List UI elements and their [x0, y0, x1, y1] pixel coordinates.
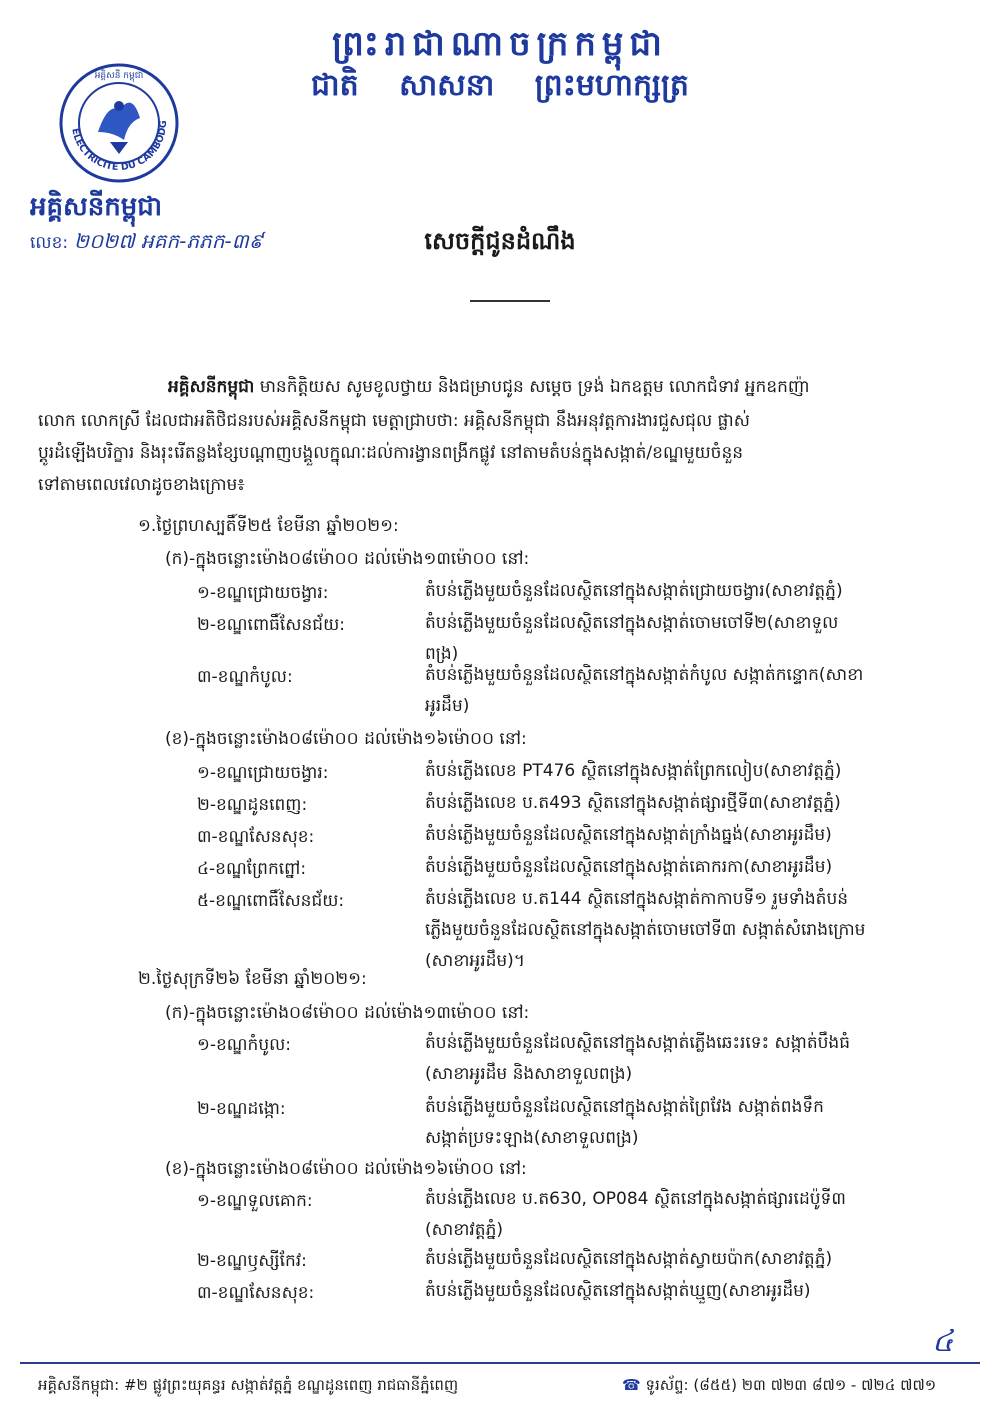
district-label: ២-ខណ្ឌឫស្សីកែវ: [197, 1251, 307, 1271]
time-slot-heading: (ក)-ក្នុងចន្លោះម៉ោង០៨ម៉ោ០០ ដល់ម៉ោង១៣ម៉ោ០០ នៅ: [165, 1003, 530, 1023]
district-label: ៥-ខណ្ឌពោធិ៍សែនជ័យ: [197, 891, 345, 911]
outage-area-description [425, 884, 950, 977]
footer-divider [20, 1362, 980, 1364]
outage-area-line: សង្កាត់ប្រទះឡាង(សាខាទួលពង្រ) [425, 1128, 639, 1148]
intro-text-1: មានកិត្តិយស សូមខូលថ្វាយ និងជម្រាបជូន សម្តេច ទ្រង់ ឯកឧត្តម លោកជំទាវ អ្នកឧកញ៉ា [254, 377, 810, 397]
logo-top-text: អគ្គិសនី កម្ពុជា [94, 71, 144, 81]
outage-area-line: (សាខាអូរដឹម និងសាខាទួលពង្រ) [425, 1064, 633, 1084]
outage-area-description [425, 1028, 950, 1090]
outage-area-line: តំបន់ភ្លើងលេខ ប.ត144 ស្ថិតនៅក្នុងសង្កាត់កាកាបទី១ រួមទាំងតំបន់ [425, 889, 849, 909]
intro-org-bold: អគ្គិសនីកម្ពុជា [168, 377, 255, 397]
outage-area-line: តំបន់ភ្លើងលេខ ប.ត493 ស្ថិតនៅក្នុងសង្កាត់ផ្សារថ្មីទី៣(សាខាវត្តភ្នំ) [425, 793, 841, 813]
document-title: សេចក្តីជូនដំណឹង [424, 227, 576, 255]
outage-area-line: តំបន់ភ្លើងមួយចំនួនដែលស្ថិតនៅក្នុងសង្កាត់កំបូល សង្កាត់កន្ទោក(សាខា [425, 665, 864, 685]
outage-area-line: តំបន់ភ្លើងមួយចំនួនដែលស្ថិតនៅក្នុងសង្កាត់ស្វាយប៉ាក(សាខាវត្តភ្នំ) [425, 1249, 833, 1269]
footer-address: អគ្គិសនីកម្ពុជា: #២ ផ្លូវព្រះយុគន្ធរ សង្កាត់វត្តភ្នំ ខណ្ឌដូនពេញ រាជធានីភ្នំពេញ [38, 1376, 459, 1394]
district-label: ៤-ខណ្ឌព្រែកព្នៅ: [197, 859, 307, 879]
day-heading: ១.ថ្ងៃព្រហស្បតិ៍ទី២៥ ខែមីនា ឆ្នាំ២០២១: [138, 516, 399, 536]
day-heading: ២.ថ្ងៃសុក្រទី២៦ ខែមីនា ឆ្នាំ២០២១: [138, 969, 367, 989]
district-label: ២-ខណ្ឌដង្កោ: [197, 1099, 286, 1119]
district-label: ១-ខណ្ឌកំបូល: [197, 1035, 292, 1055]
outage-area-description [425, 788, 950, 819]
outage-area-line: (សាខាវត្តភ្នំ) [425, 1220, 504, 1240]
phone-icon: ☎ [622, 1376, 641, 1394]
district-label: ៣-ខណ្ឌសែនសុខ: [197, 827, 315, 847]
district-label: ១-ខណ្ឌជ្រោយចង្វារ: [197, 763, 329, 783]
outage-area-line: តំបន់ភ្លើងមួយចំនួនដែលស្ថិតនៅក្នុងសង្កាត់ជ្រោយចង្វារ(សាខាវត្តភ្នំ) [425, 581, 843, 601]
outage-area-line: តំបន់ភ្លើងមួយចំនួនដែលស្ថិតនៅក្នុងសង្កាត់ភ្លើងឆេះរទេះ សង្កាត់បឹងធំ [425, 1033, 851, 1053]
district-label: ២-ខណ្ឌដូនពេញ: [197, 795, 308, 815]
reference-label: លេខ: [30, 233, 69, 253]
outage-area-description [425, 820, 950, 851]
logo-ring-text: ELECTRICITE DU CAMBODG [69, 120, 170, 174]
footer-phone [622, 1376, 936, 1398]
intro-line-1 [38, 372, 948, 403]
outage-area-line: តំបន់ភ្លើងមួយចំនួនដែលស្ថិតនៅក្នុងសង្កាត់ព្រៃវែង សង្កាត់ពងទឹក [425, 1097, 824, 1117]
intro-line-3: ប្តូរដំឡើងបរិក្ខារ និងរុះរើតន្លងខ្សែបណ្តាញបង្គួលក្នុណៈដល់ការង្វានពង្រីកផ្លូវ នៅតាមតំបន់ក្នុងសង្កាត់/ខណ្ឌមួយចំនួន [38, 443, 744, 463]
time-slot-heading: (ខ)-ក្នុងចន្លោះម៉ោង០៨ម៉ោ០០ ដល់ម៉ោង១៦ម៉ោ០០ នៅ: [165, 1159, 527, 1179]
district-label: ៣-ខណ្ឌសែនសុខ: [197, 1283, 315, 1303]
intro-line-4: ទៅតាមពេលវេលាដូចខាងក្រោម៖ [38, 475, 245, 495]
time-slot-heading: (ខ)-ក្នុងចន្លោះម៉ោង០៨ម៉ោ០០ ដល់ម៉ោង១៦ម៉ោ០០ នៅ: [165, 729, 527, 749]
district-label: ៣-ខណ្ឌកំបូល: [197, 667, 293, 687]
outage-area-description [425, 1244, 950, 1275]
intro-line-2: លោក លោកស្រី ដែលជាអតិថិជនរបស់អគ្គិសនីកម្ពុជា មេត្តាជ្រាបថា: អគ្គិសនីកម្ពុជា នឹងអនុវត្តការងារជួសជុល ផ្លាស់ [38, 411, 750, 431]
outage-area-description [425, 576, 950, 607]
outage-area-description [425, 756, 950, 787]
footer-phone-text: ទូរស័ព្ទ: (៨៥៥) ២៣ ៧២៣ ៨៧១ - ៧២៤ ៧៧១ [645, 1376, 937, 1394]
edc-logo [58, 62, 180, 184]
time-slot-heading: (ក)-ក្នុងចន្លោះម៉ោង០៨ម៉ោ០០ ដល់ម៉ោង១៣ម៉ោ០០ នៅ: [165, 549, 530, 569]
outage-area-description [425, 660, 950, 722]
outage-area-line: ភ្លើងមួយចំនួនដែលស្ថិតនៅក្នុងសង្កាត់ចោមចៅទី៣ សង្កាត់សំរោងក្រោម [425, 920, 866, 940]
district-label: ១-ខណ្ឌទួលគោក: [197, 1191, 313, 1211]
district-label: ១-ខណ្ឌជ្រោយចង្វារ: [197, 583, 329, 603]
outage-area-line: អូរដឹម) [425, 696, 470, 716]
reference-value: ២០២៧ អគក-ភភក-៣៩ [73, 229, 263, 253]
outage-area-line: ពង្រ) [425, 644, 459, 664]
organization-name: អគ្គិសនីកម្ពុជា [30, 192, 163, 222]
page-number-mark: ៤ [932, 1324, 954, 1359]
outage-area-line: តំបន់ភ្លើងលេខ PT476 ស្ថិតនៅក្នុងសង្កាត់ព្រែកលៀប(សាខាវត្តភ្នំ) [425, 761, 842, 781]
outage-area-line: តំបន់ភ្លើងមួយចំនួនដែលស្ថិតនៅក្នុងសង្កាត់ក្រាំងធ្នង់(សាខាអូរដឹម) [425, 825, 832, 845]
title-divider [470, 300, 550, 302]
outage-area-description [425, 1184, 950, 1246]
outage-area-line: តំបន់ភ្លើងលេខ ប.ត630, OP084 ស្ថិតនៅក្នុងសង្កាត់ផ្សារដេប៉ូទី៣ [425, 1189, 846, 1209]
district-label: ២-ខណ្ឌពោធិ៍សែនជ័យ: [197, 615, 345, 635]
outage-area-line: តំបន់ភ្លើងមួយចំនួនដែលស្ថិតនៅក្នុងសង្កាត់ឃ្មួញ(សាខាអូរដឹម) [425, 1281, 811, 1301]
outage-area-line: តំបន់ភ្លើងមួយចំនួនដែលស្ថិតនៅក្នុងសង្កាត់គោករកា(សាខាអូរដឹម) [425, 857, 833, 877]
outage-area-line: តំបន់ភ្លើងមួយចំនួនដែលស្ថិតនៅក្នុងសង្កាត់ចោមចៅទី២(សាខាទួល [425, 613, 839, 633]
outage-area-description [425, 1276, 950, 1307]
kingdom-title: ព្រះរាជាណាចក្រកម្ពុជា [332, 24, 668, 64]
national-motto: ជាតិ សាសនា ព្រះមហាក្សត្រ [311, 68, 689, 103]
outage-area-description [425, 852, 950, 883]
outage-area-line: (សាខាអូរដឹម)។ [425, 951, 526, 971]
outage-area-description [425, 1092, 950, 1154]
